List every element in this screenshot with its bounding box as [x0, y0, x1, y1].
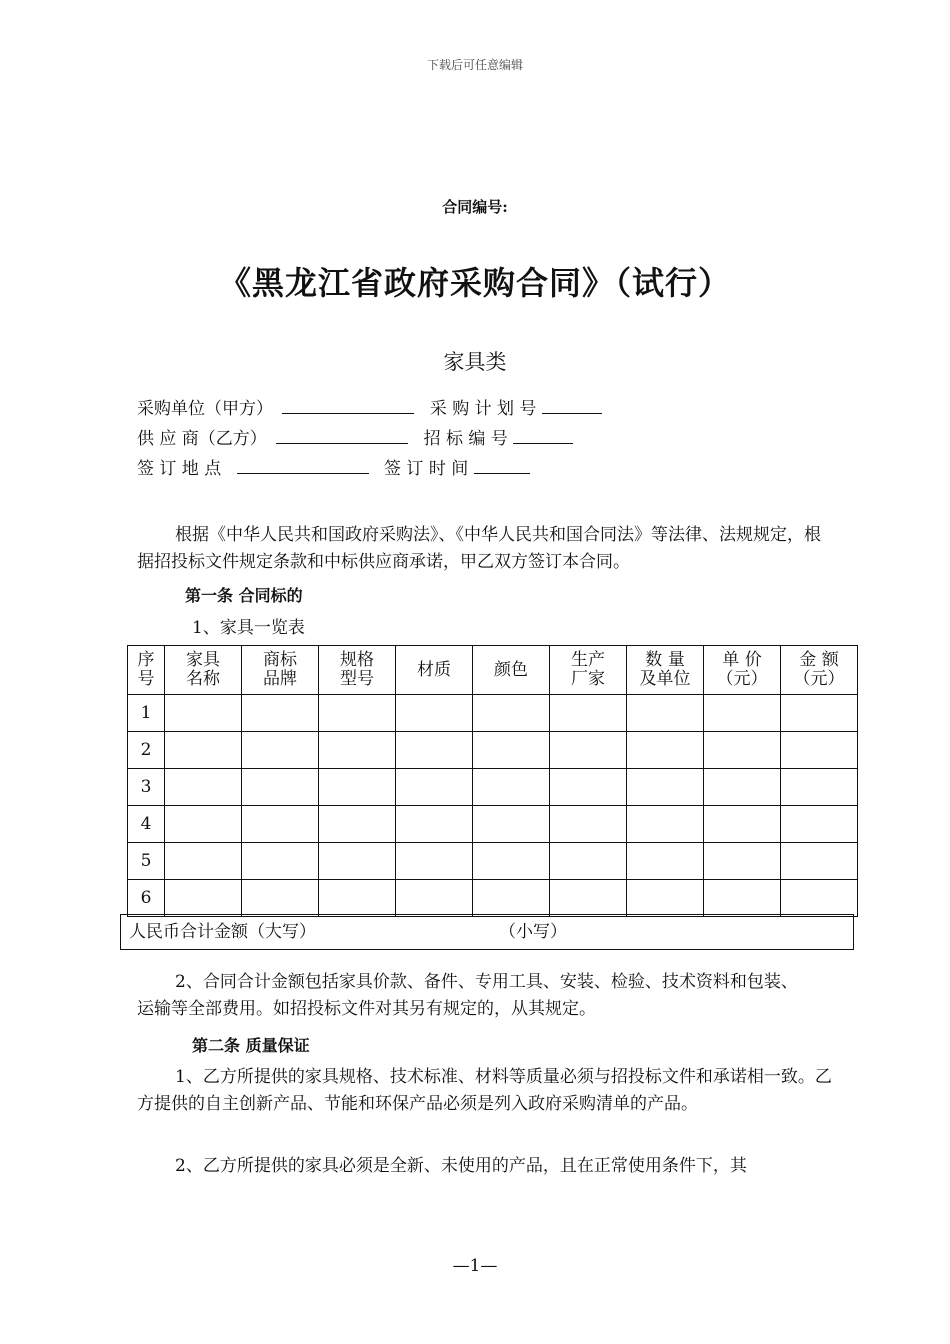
plan-no-blank	[542, 397, 602, 414]
table-row	[128, 695, 858, 732]
row-number: 6	[128, 880, 165, 917]
table-row	[128, 732, 858, 769]
header-brand: 商标 品牌	[242, 646, 319, 695]
supplier-blank	[276, 427, 408, 444]
table-header-row	[128, 646, 858, 695]
header-name: 家具 名称	[165, 646, 242, 695]
page-number: —1—	[452, 1256, 498, 1276]
sign-place-label: 签 订 地 点	[137, 459, 222, 479]
row-number: 3	[128, 769, 165, 806]
bid-no-blank	[513, 427, 573, 444]
furniture-table	[127, 645, 858, 917]
sign-time-blank	[474, 457, 530, 474]
header-seq: 序 号	[128, 646, 165, 695]
article-1-item-1: 1、家具一览表	[192, 618, 305, 638]
row-number: 2	[128, 732, 165, 769]
header-note: 下载后可任意编辑	[426, 58, 523, 72]
document-title: 《黑龙江省政府采购合同》（试行）	[218, 264, 731, 302]
sign-place-blank	[237, 457, 369, 474]
party-row-supplier	[137, 424, 573, 449]
supplier-label: 供 应 商（乙方）	[137, 429, 267, 449]
article-1-title: 第一条 合同标的	[185, 586, 303, 605]
article-2-item-2: 2、乙方所提供的家具必须是全新、未使用的产品，且在正常使用条件下，其	[175, 1156, 747, 1176]
total-amount-row	[120, 914, 854, 950]
total-amount-lowercase-label: （小写）	[499, 922, 567, 942]
document-subtitle: 家具类	[443, 350, 507, 374]
intro-paragraph: 根据《中华人民共和国政府采购法》、《中华人民共和国合同法》等法律、法规规定，根据招投标文件规定条款和中标供应商承诺，甲乙双方签订本合同。	[137, 525, 821, 572]
header-amount: 金 额 （元）	[781, 646, 858, 695]
header-quantity: 数 量 及单位	[627, 646, 704, 695]
total-amount-uppercase-label: 人民币合计金额（大写）	[129, 922, 316, 942]
row-number: 5	[128, 843, 165, 880]
table-row	[128, 880, 858, 917]
header-unit-price: 单 价 （元）	[704, 646, 781, 695]
party-row-sign	[137, 454, 530, 479]
article-2-title: 第二条 质量保证	[192, 1036, 310, 1055]
header-spec: 规格 型号	[319, 646, 396, 695]
buyer-label: 采购单位（甲方）	[137, 399, 273, 419]
plan-no-label: 采 购 计 划 号	[429, 399, 537, 419]
header-manufacturer: 生产 厂家	[550, 646, 627, 695]
table-row	[128, 769, 858, 806]
row-number: 1	[128, 695, 165, 732]
article-2-item-1: 1、乙方所提供的家具规格、技术标准、材料等质量必须与招投标文件和承诺相一致。乙方提供的自主创新产品、节能和环保产品必须是列入政府采购清单的产品。	[137, 1067, 832, 1114]
contract-number-label: 合同编号:	[442, 198, 508, 216]
buyer-blank	[282, 397, 414, 414]
table-row	[128, 806, 858, 843]
header-color: 颜色	[473, 646, 550, 695]
sign-time-label: 签 订 时 间	[384, 459, 469, 479]
header-material: 材质	[396, 646, 473, 695]
row-number: 4	[128, 806, 165, 843]
article-1-item-2: 2、合同合计金额包括家具价款、备件、专用工具、安装、检验、技术资料和包装、运输等全部费用。如招投标文件对其另有规定的，从其规定。	[137, 972, 798, 1019]
bid-no-label: 招 标 编 号	[423, 429, 508, 449]
party-row-buyer	[137, 394, 602, 419]
table-row	[128, 843, 858, 880]
